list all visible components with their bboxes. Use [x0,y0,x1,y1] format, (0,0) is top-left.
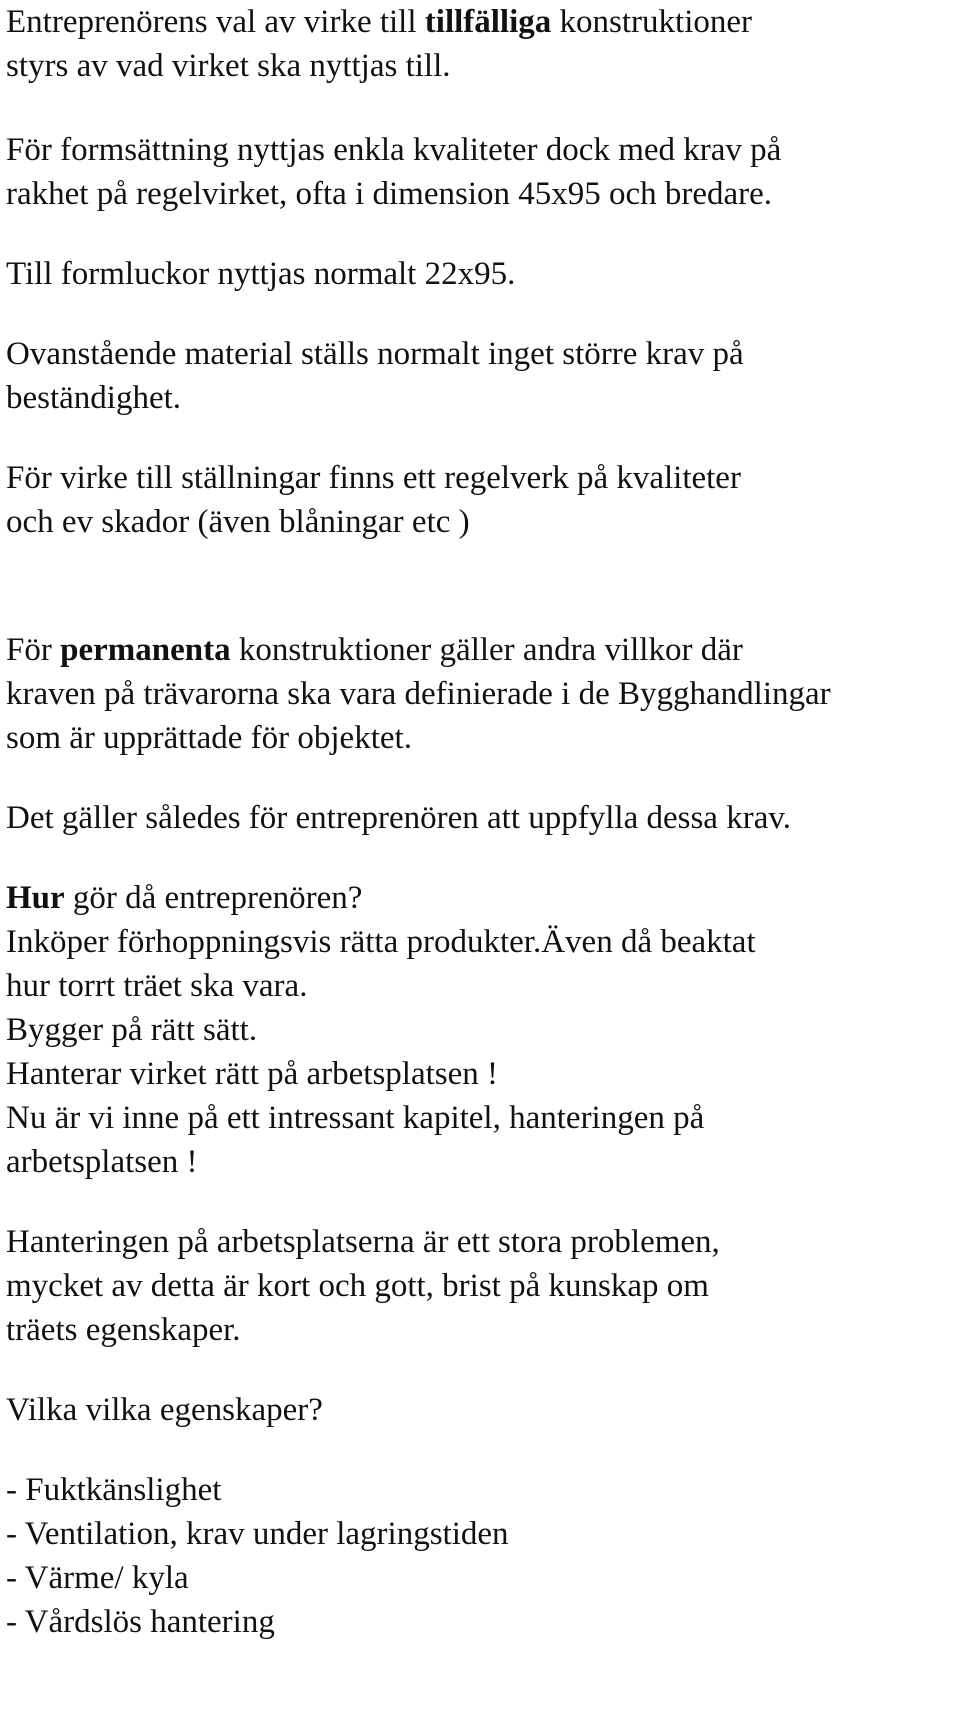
text-line: styrs av vad virket ska nyttjas till. [6,48,451,84]
text-line: Entreprenörens val av virke till tillfälliga konstruktioner [6,4,753,40]
paragraph-how-contractor [6,876,956,1184]
paragraph-permanent-constructions [6,628,956,760]
paragraph-scaffolding [6,456,956,544]
paragraph-contractor-requirement [6,796,956,840]
text-line: kraven på trävarorna ska vara definierade i de Bygghandlingar [6,676,831,712]
text-line: Hur gör då entreprenören? [6,880,363,916]
text-line: träets egenskaper. [6,1312,241,1348]
list-item: - Fuktkänslighet [6,1472,222,1508]
text-line: Nu är vi inne på ett intressant kapitel, hanteringen på [6,1100,705,1136]
properties-list [6,1468,956,1644]
text-line: Bygger på rätt sätt. [6,1012,258,1048]
paragraph-temporary-constructions [6,0,956,88]
list-item: - Vårdslös hantering [6,1604,275,1640]
text-line: och ev skador (även blåningar etc ) [6,504,470,540]
text-line: Hanteringen på arbetsplatserna är ett stora problemen, [6,1224,720,1260]
paragraph-durability [6,332,956,420]
document-page [6,0,956,1644]
text-line: hur torrt träet ska vara. [6,968,308,1004]
paragraph-handling-problems [6,1220,956,1352]
paragraph-form-hatches [6,252,956,296]
text-line: Inköper förhoppningsvis rätta produkter.Även då beaktat [6,924,756,960]
text-line: arbetsplatsen ! [6,1144,198,1180]
text-line: mycket av detta är kort och gott, brist på kunskap om [6,1268,709,1304]
text-line: För virke till ställningar finns ett regelverk på kvaliteter [6,460,741,496]
text-line: rakhet på regelvirket, ofta i dimension 45x95 och bredare. [6,176,773,212]
paragraph-which-properties [6,1388,956,1432]
text-line: Hanterar virket rätt på arbetsplatsen ! [6,1056,499,1092]
text-line: För permanenta konstruktioner gäller andra villkor där [6,632,743,668]
list-item: - Värme/ kyla [6,1560,189,1596]
text-line: som är upprättade för objektet. [6,720,412,756]
text-line: Det gäller således för entreprenören att uppfylla dessa krav. [6,800,791,836]
text-line: Vilka vilka egenskaper? [6,1392,323,1428]
text-line: För formsättning nyttjas enkla kvaliteter dock med krav på [6,132,782,168]
text-line: Ovanstående material ställs normalt inget större krav på [6,336,744,372]
text-line: beständighet. [6,380,182,416]
paragraph-formwork [6,128,956,216]
list-item: - Ventilation, krav under lagringstiden [6,1516,509,1552]
text-line: Till formluckor nyttjas normalt 22x95. [6,256,516,292]
